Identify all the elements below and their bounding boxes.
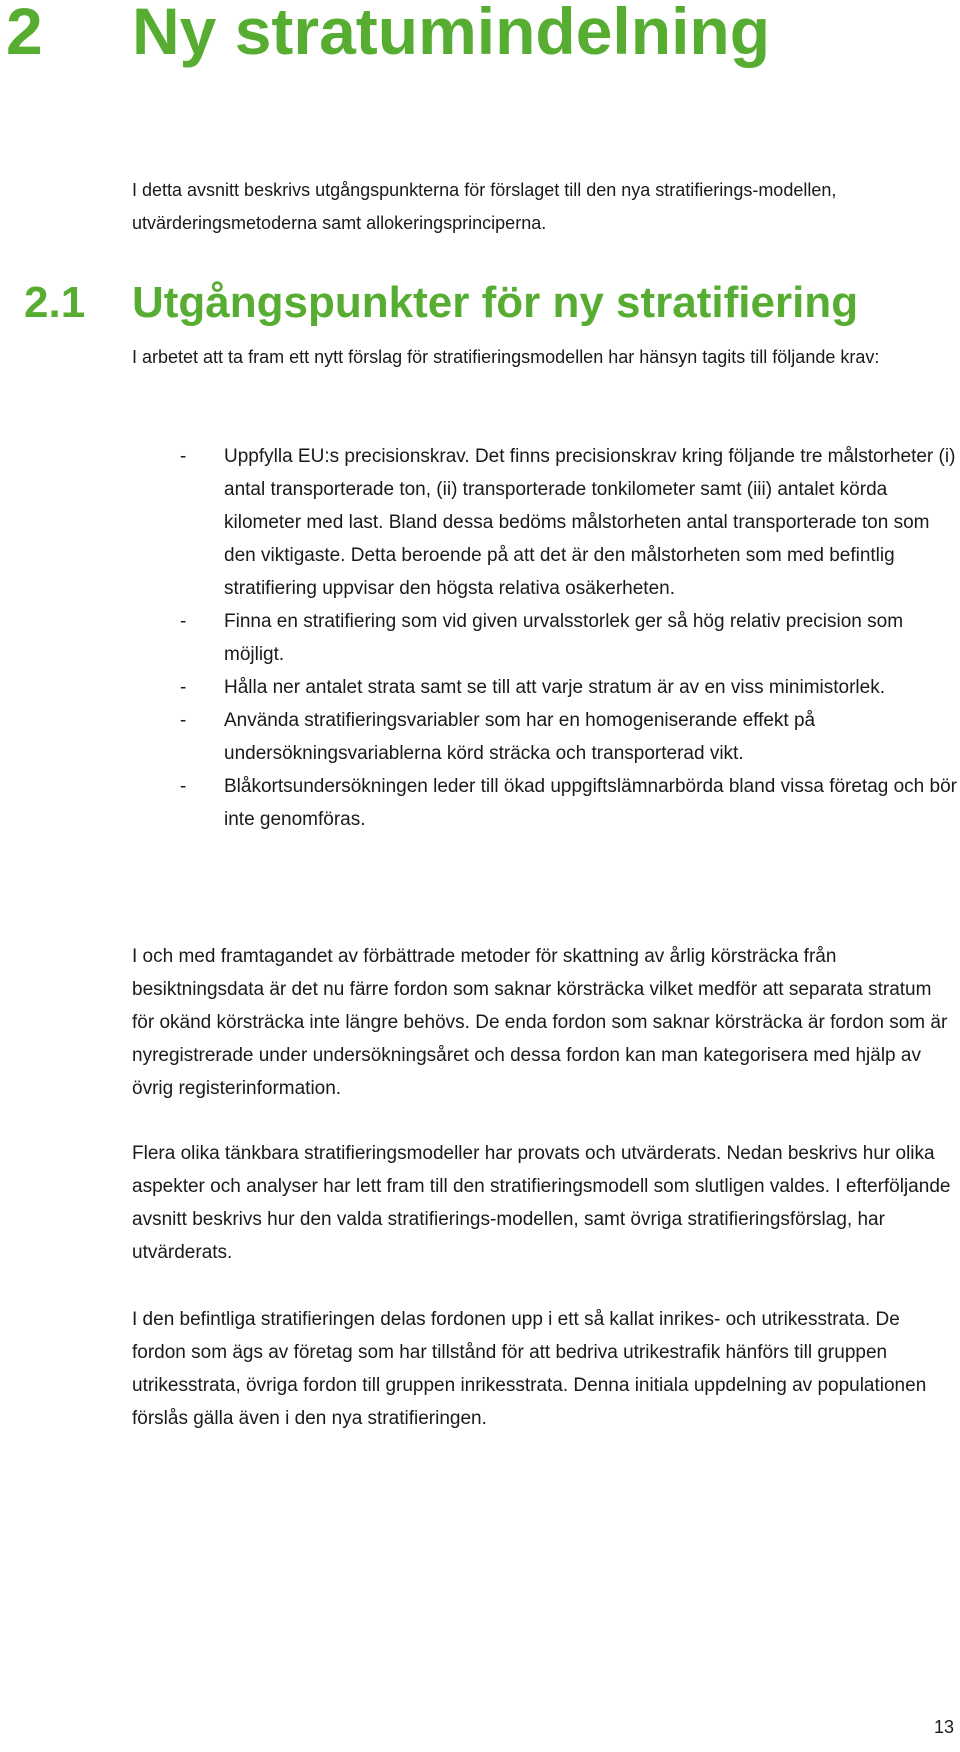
list-item — [132, 605, 957, 671]
body-paragraph: I den befintliga stratifieringen delas fordonen upp i ett så kallat inrikes- och utrikesstrata. De fordon som ägs av företag som har tillstånd för att bedriva utrikestrafik hänförs till gruppen utrikesstrata, övriga fordon till gruppen inrikesstrata. Denna initiala uppdelning av populationen förslås gälla även i den nya stratifieringen. — [132, 1309, 927, 1429]
requirements-list — [132, 440, 957, 836]
chapter-title: Ny stratumindelning — [132, 0, 771, 68]
list-item-text: Använda stratifieringsvariabler som har en homogeniserande effekt på undersökningsvariablerna körd sträcka och transporterad vikt. — [224, 710, 816, 764]
section-number: 2.1 — [24, 278, 86, 327]
list-item — [132, 704, 957, 770]
body-paragraph: Flera olika tänkbara stratifieringsmodeller har provats och utvärderats. Nedan beskrivs hur olika aspekter och analyser har lett fram till den stratifieringsmodell som slutligen valdes. I efterföljande avsnitt beskrivs hur den valda stratifierings-modellen, samt övriga stratifieringsförslag, har utvärderats. — [132, 1143, 951, 1263]
list-item-text: Hålla ner antalet strata samt se till att varje stratum är av en viss minimistorlek. — [224, 677, 886, 698]
bullet-dash: - — [180, 710, 187, 731]
intro-paragraph: I detta avsnitt beskrivs utgångspunkterna för förslaget till den nya stratifierings-modellen, utvärderingsmetoderna samt allokeringsprinciperna. — [132, 180, 837, 233]
section-title: Utgångspunkter för ny stratifiering — [132, 278, 859, 327]
list-item-text: Finna en stratifiering som vid given urvalsstorlek ger så hög relativ precision som möjligt. — [224, 611, 904, 665]
chapter-number: 2 — [6, 0, 43, 68]
list-item — [132, 440, 957, 605]
bullet-dash: - — [180, 776, 187, 797]
list-item — [132, 770, 957, 836]
page-number: 13 — [933, 1717, 954, 1737]
bullet-dash: - — [180, 611, 187, 632]
bullet-dash: - — [180, 446, 187, 467]
list-item-text: Uppfylla EU:s precisionskrav. Det finns precisionskrav kring följande tre målstorheter (i) antal transporterade ton, (ii) transporterade tonkilometer samt (iii) antalet körda kilometer med last. Bland dessa bedöms målstorheten antal transporterade ton som den viktigaste. Detta beroende på att det är den målstorheten som med befintlig stratifiering uppvisar den högsta relativa osäkerheten. — [224, 446, 956, 599]
body-paragraph: I och med framtagandet av förbättrade metoder för skattning av årlig körsträcka från besiktningsdata är det nu färre fordon som saknar körsträcka vilket medför att separata stratum för okänd körsträcka inte längre behövs. De enda fordon som saknar körsträcka är fordon som är nyregistrerade under undersökningsåret och dessa fordon kan man kategorisera med hjälp av övrig registerinformation. — [132, 946, 948, 1099]
bullet-dash: - — [180, 677, 187, 698]
list-item — [132, 671, 957, 704]
lead-paragraph: I arbetet att ta fram ett nytt förslag för stratifieringsmodellen har hänsyn tagits till följande krav: — [132, 347, 880, 367]
list-item-text: Blåkortsundersökningen leder till ökad uppgiftslämnarbörda bland vissa företag och bör inte genomföras. — [224, 776, 957, 830]
